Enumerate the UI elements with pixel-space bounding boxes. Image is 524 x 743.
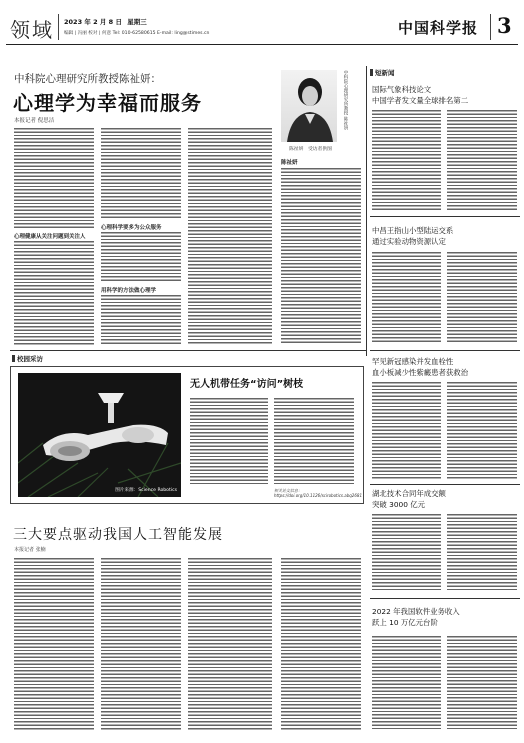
news-item-5-title-line2: 跃上 10 万亿元台阶 [372, 618, 438, 627]
feature-column-3 [188, 128, 272, 345]
news-item-1-title-line1: 国际气象科技论文 [372, 85, 432, 94]
feature-column-1b [14, 241, 94, 345]
campus-tag-label: 校园采访 [17, 355, 43, 363]
feature-subhead-2: 心理科学要多为公众服务 [101, 225, 162, 231]
photo-caption [289, 145, 332, 152]
portrait-vertical-caption: 中科院心理研究所教授 陈祉妍 [343, 70, 348, 130]
feature-bottom-rule [10, 350, 366, 351]
news-rule-1 [370, 216, 520, 217]
news-item-2-title-line2: 通过实验动物资源认定 [372, 237, 446, 246]
feature-kicker: 中科院心理研究所教授陈祉妍： [14, 73, 161, 85]
portrait-figure [281, 70, 337, 142]
paper-logo: 中国科学报 [398, 19, 479, 37]
feature-column-1 [14, 128, 94, 230]
page-number: 3 [497, 13, 512, 38]
news-item-3-title-line1: 罕见新冠感染并发血栓性 [372, 357, 454, 366]
news-item-2-col-a [372, 252, 441, 344]
drone-photo-credit: 图片来源：Science Robotics [115, 488, 177, 493]
page-divider [490, 14, 491, 40]
feature-subhead-3: 用科学的方法做心理学 [101, 288, 157, 294]
news-item-3-col-b [447, 382, 517, 480]
news-item-3-title-line2: 血小板减少性紫癜患者获救治 [372, 368, 469, 377]
sidebar-subhead: 陈祉妍 [281, 160, 298, 166]
feature-column-2 [101, 128, 181, 220]
ai-column-2 [101, 558, 181, 730]
photo-caption-name: 陈祉妍 [289, 147, 304, 152]
campus-tag [12, 354, 43, 363]
feature-right-rule [366, 66, 367, 356]
sidebar-tag-marker [370, 69, 373, 76]
news-item-1-col-b [447, 110, 517, 210]
issue-date [64, 17, 147, 26]
news-item-3-title [372, 356, 520, 378]
news-item-2-col-b [447, 252, 517, 344]
drone-photo [18, 373, 181, 497]
feature-column-2b [101, 232, 181, 283]
campus-tag-marker [12, 355, 15, 362]
campus-source-note: 相关论文信息：https://doi.org/10.1126/scirobotics.abq2681 [274, 488, 362, 498]
portrait-photo [281, 70, 337, 142]
news-item-5-title [372, 606, 520, 628]
sidebar-tag [370, 68, 395, 77]
news-item-5-col-b [447, 636, 517, 730]
masthead-rule [6, 44, 518, 45]
news-item-5-col-a [372, 636, 441, 730]
news-item-4-col-a [372, 514, 441, 592]
feature-byline: 本报记者 倪思洁 [14, 118, 55, 124]
feature-headline: 心理学为幸福而服务 [13, 91, 202, 115]
news-item-4-title [372, 488, 520, 510]
section-title: 领域 [10, 18, 54, 42]
ai-byline: 本报记者 张楠 [14, 547, 46, 553]
ai-column-3 [188, 558, 272, 730]
photo-caption-credit: 受访者供图 [307, 147, 332, 152]
masthead-divider [58, 14, 59, 40]
news-rule-3 [370, 484, 520, 485]
sidebar-tag-label: 短新闻 [375, 69, 395, 77]
staff-line: 编辑 | 冯丽 校对 | 何意 Tel: 010-62580615 E-mail: ling@stimes.cn [64, 31, 210, 36]
news-item-1-title [372, 84, 520, 106]
drone-illustration [18, 373, 181, 497]
feature-column-4 [281, 168, 361, 345]
ai-headline: 三大要点驱动我国人工智能发展 [13, 527, 223, 543]
news-item-4-title-line1: 湖北技术合同年成交额 [372, 489, 446, 498]
news-item-4-col-b [447, 514, 517, 592]
ai-column-1 [14, 558, 94, 730]
news-item-5-title-line1: 2022 年我国软件业务收入 [372, 607, 460, 616]
feature-subhead-1: 心理健康从关注问题到关注人 [14, 234, 86, 240]
news-rule-2 [370, 350, 520, 351]
campus-headline: 无人机带任务“访问”树枝 [190, 379, 304, 390]
news-item-2-title-line1: 中昌王指山小型陆运交系 [372, 226, 454, 235]
feature-column-2c [101, 295, 181, 345]
ai-column-4 [281, 558, 361, 730]
news-item-4-title-line2: 突破 3000 亿元 [372, 500, 426, 509]
news-item-1-title-line2: 中国学者发文量全球排名第二 [372, 96, 469, 105]
news-item-1-col-a [372, 110, 441, 210]
date-text: 2023 年 2 月 8 日 [64, 18, 122, 26]
weekday-text: 星期三 [127, 18, 147, 26]
campus-column-1 [190, 398, 268, 484]
news-rule-4 [370, 598, 520, 599]
campus-column-2 [274, 398, 354, 484]
news-item-2-title [372, 225, 520, 247]
news-item-3-col-a [372, 382, 441, 480]
